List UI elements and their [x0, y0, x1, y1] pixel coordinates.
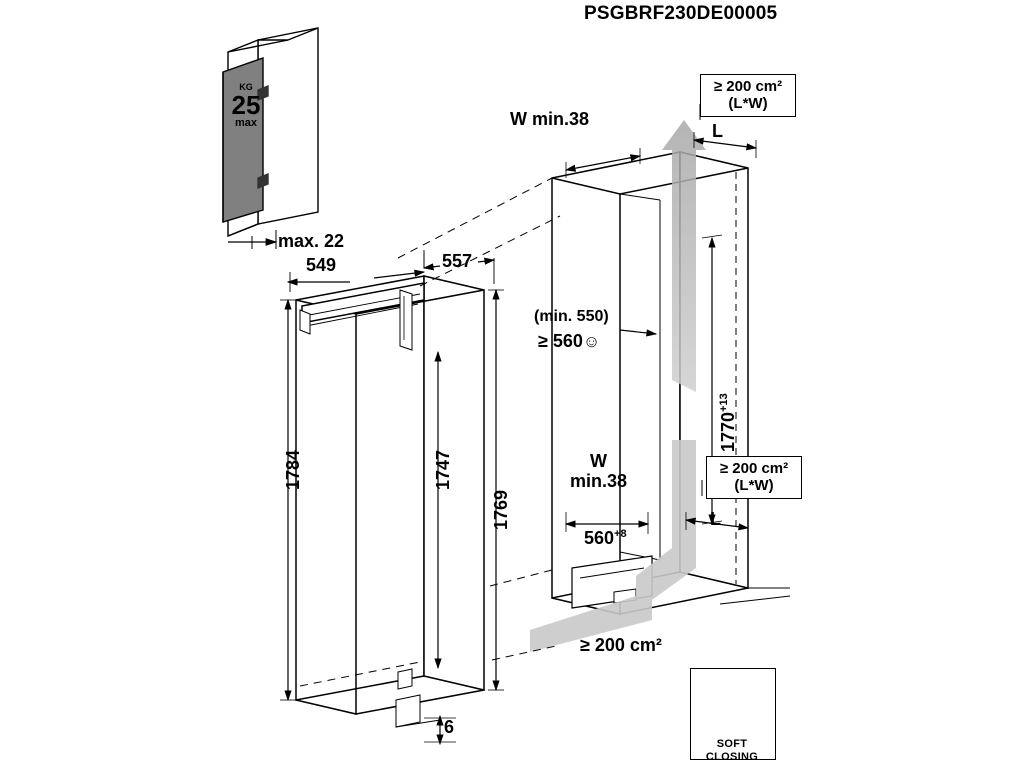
weight-badge [226, 82, 266, 129]
dimension-height-1747: 1747 [433, 449, 453, 490]
dimension-height-1769: 1769 [491, 489, 511, 530]
niche-depth-min [538, 332, 600, 352]
dimension-height-1784: 1784 [283, 449, 303, 490]
dimension-niche-height-tol: +13 [718, 393, 730, 412]
dimension-niche-height [718, 393, 739, 452]
dimension-depth-557: 557 [442, 251, 473, 271]
vent-area-bottom-line1: ≥ 200 cm² [719, 460, 789, 477]
soft-closing-line2: CLOSING [705, 750, 759, 763]
vent-area-bottom [706, 456, 802, 499]
weight-unit-label: KG [239, 82, 253, 92]
dimension-plinth-6: 6 [444, 717, 455, 737]
smiley-icon: ☺ [582, 332, 601, 351]
dimension-niche-height-value: 1770 [718, 411, 738, 452]
weight-max-label: max [234, 117, 258, 129]
dimension-niche-width-tol: +8 [614, 528, 627, 540]
soft-closing-text [690, 738, 774, 763]
document-code: PSGBRF230DE00005 [584, 3, 778, 24]
airflow-length-bottom-label: L [710, 509, 721, 529]
vent-area-top-line2: (L*W) [728, 95, 768, 113]
vent-area-front-label: ≥ 200 cm² [580, 635, 662, 655]
appliance-front-view [296, 276, 484, 727]
vent-area-bottom-line2: (L*W) [734, 477, 774, 495]
vent-area-top [700, 74, 796, 117]
niche-depth-min-value: ≥ 560 [538, 331, 583, 351]
niche-view [552, 152, 748, 614]
panel-depth-dimension: max. 22 [278, 231, 345, 251]
niche-bottom-gap-label: W min.38 [570, 451, 628, 491]
niche-top-gap-label: W min.38 [510, 109, 590, 129]
dimension-width-549: 549 [306, 255, 337, 275]
door-panel-view [223, 28, 318, 249]
vent-area-top-line1: ≥ 200 cm² [713, 78, 783, 95]
dimension-niche-width [584, 528, 627, 549]
airflow-length-top-label: L [712, 121, 723, 141]
weight-value: 25 [231, 90, 261, 120]
soft-closing-line1: SOFT [716, 738, 748, 750]
dimension-niche-width-value: 560 [584, 528, 615, 548]
niche-depth-note: (min. 550) [534, 308, 609, 325]
